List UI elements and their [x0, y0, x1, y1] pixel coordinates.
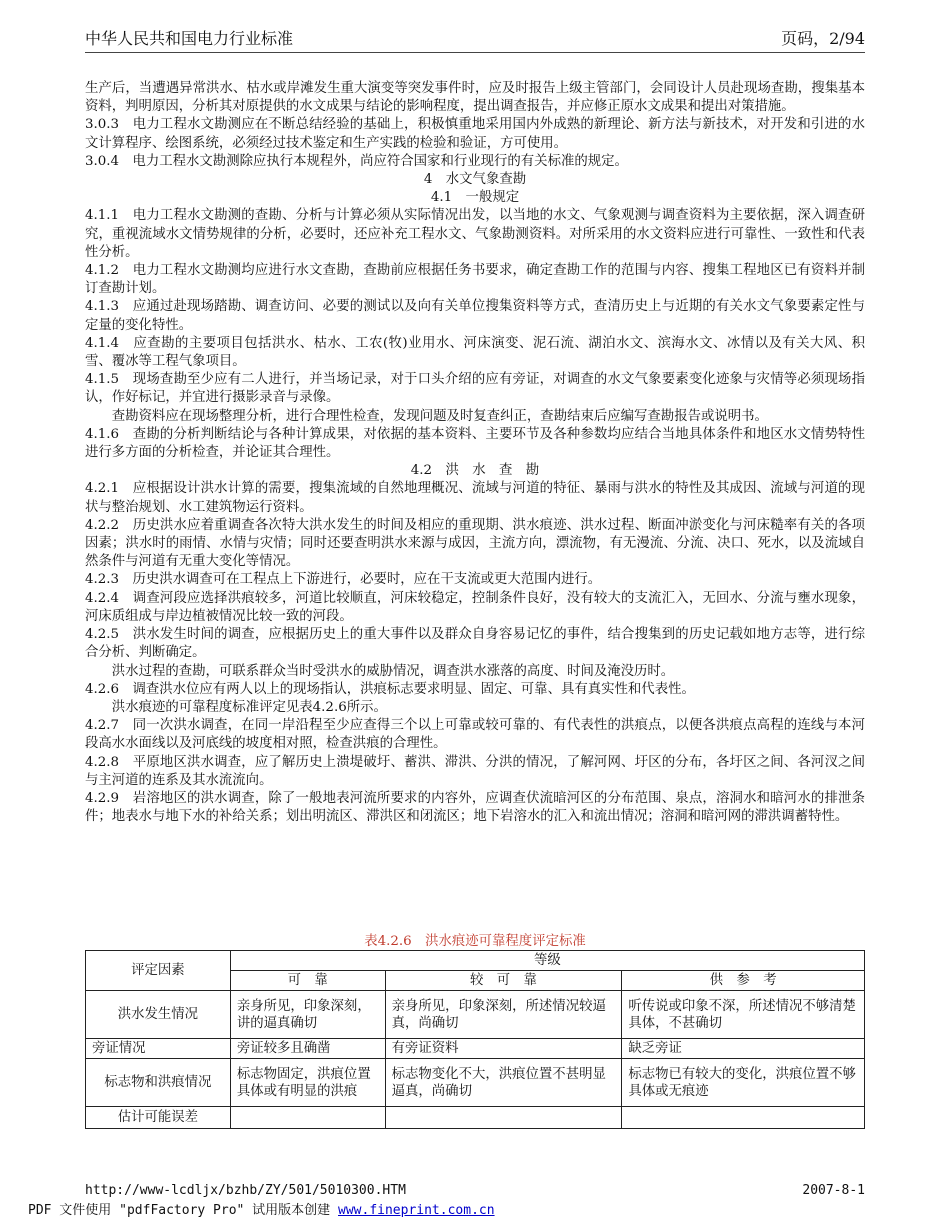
table-cell: 亲身所见，印象深刻，讲的逼真确切	[230, 991, 385, 1039]
paragraph: 4.2.5 洪水发生时间的调查，应根据历史上的重大事件以及群众自身容易记忆的事件，结合搜集到的历史记载如地方志等，进行综合分析、判断确定。	[85, 627, 865, 661]
table-factor-cell: 估计可能误差	[86, 1107, 231, 1129]
header-title: 中华人民共和国电力行业标准	[85, 29, 294, 48]
paragraph: 生产后，当遭遇异常洪水、枯水或岸滩发生重大演变等突发事件时，应及时报告上级主管部门，会同设计人员赴现场查勘，搜集基本资料，判明原因，分析其对原提供的水文成果与结论的影响程度，提出调查报告，并应修正原水文成果和提出对策措施。	[85, 81, 865, 115]
paragraph: 4.1.3 应通过赴现场踏勘、调查访问、必要的测试以及向有关单位搜集资料等方式，查清历史上与近期的有关水文气象要素定性与定量的变化特性。	[85, 299, 865, 333]
paragraph: 4.2.6 调查洪水位应有两人以上的现场指认，洪痕标志要求明显、固定、可靠、具有真实性和代表性。	[85, 681, 695, 697]
table-cell: 标志物已有较大的变化，洪痕位置不够具体或无痕迹	[622, 1059, 865, 1107]
table-header-grade: 等级	[230, 951, 864, 971]
paragraph: 4.2.9 岩溶地区的洪水调查，除了一般地表河流所要求的内容外，应调查伏流暗河区的分布范围、泉点，溶洞水和暗河水的排泄条件；地表水与地下水的补给关系；划出明流区、滞洪区和闭流区；地下岩溶水的汇入和流出情况；溶洞和暗河网的滞洪调蓄特性。	[85, 790, 865, 825]
paragraph: 4.1.6 查勘的分析判断结论与各种计算成果，对依据的基本资料、主要环节及各种参数均应结合当地具体条件和地区水文情势特性进行多方面的分析检查，并论证其合理性。	[85, 426, 865, 461]
table-row	[86, 1039, 865, 1059]
footer-date: 2007-8-1	[802, 1183, 865, 1198]
paragraph: 4 水文气象查勘	[423, 172, 527, 188]
table-header-level: 可 靠	[230, 971, 385, 991]
paragraph: 3.0.4 电力工程水文勘测除应执行本规程外，尚应符合国家和行业现行的有关标准的规定。	[85, 153, 628, 169]
table-row	[86, 1059, 865, 1107]
table-row	[86, 991, 865, 1039]
pdf-notice-text: PDF 文件使用 "pdfFactory Pro" 试用版本创建	[28, 1203, 331, 1218]
footer-url[interactable]: http://www-lcdljx/bzhb/ZY/501/5010300.HTM	[85, 1183, 406, 1198]
paragraph: 4.2 洪 水 查 勘	[410, 463, 540, 479]
page-number: 页码，2/94	[781, 29, 865, 48]
flood-mark-reliability-table	[85, 950, 865, 1129]
paragraph: 4.1.1 电力工程水文勘测的查勘、分析与计算必须从实际情况出发，以当地的水文、气象观测与调查资料为主要依据，深入调查研究，重视流域水文情势规律的分析，必要时，还应补充工程水文、气象勘测资料。对所采用的水文资料应进行可靠性、一致性和代表性分析。	[85, 208, 865, 260]
document-body	[85, 80, 865, 826]
paragraph: 4.1.4 应查勘的主要项目包括洪水、枯水、工农(牧)业用水、河床演变、泥石流、湖泊水文、滨海水文、冰情以及有关大风、积雪、覆冰等工程气象项目。	[85, 335, 865, 370]
table-cell: 标志物固定，洪痕位置具体或有明显的洪痕	[230, 1059, 385, 1107]
table-cell: 缺乏旁证	[622, 1039, 865, 1059]
paragraph: 洪水过程的查勘，可联系群众当时受洪水的威胁情况，调查洪水涨落的高度、时间及淹没历时。	[111, 663, 675, 679]
paragraph: 4.2.3 历史洪水调查可在工程点上下游进行，必要时，应在干支流或更大范围内进行。	[85, 572, 602, 588]
paragraph: 4.2.8 平原地区洪水调查，应了解历史上溃堤破圩、蓄洪、滞洪、分洪的情况，了解河网、圩区的分布，各圩区之间、各河汊之间与主河道的连系及其水流流向。	[85, 754, 865, 788]
table-cell: 有旁证资料	[385, 1039, 622, 1059]
paragraph: 查勘资料应在现场整理分析，进行合理性检查，发现问题及时复查纠正，查勘结束后应编写查勘报告或说明书。	[111, 408, 768, 424]
paragraph: 4.2.2 历史洪水应着重调查各次特大洪水发生的时间及相应的重现期、洪水痕迹、洪水过程、断面冲淤变化与河床糙率有关的各项因素；洪水时的雨情、水情与灾情；同时还要查明洪水来源与成因，主流方向，漂流物，有无漫流、分流、决口、死水，以及流域自然条件与河道有无重大变化等情况。	[85, 517, 865, 570]
paragraph: 4.2.4 调查河段应选择洪痕较多，河道比较顺直，河床较稳定，控制条件良好，没有较大的支流汇入，无回水、分流与壅水现象，河床质组成与岸边植被情况比较一致的河段。	[85, 590, 865, 624]
table-caption: 表4.2.6 洪水痕迹可靠程度评定标准	[364, 934, 586, 949]
paragraph: 4.2.1 应根据设计洪水计算的需要，搜集流域的自然地理概况、流域与河道的特征、暴雨与洪水的特性及其成因、流域与河道的现状与整治规划、水工建筑物运行资料。	[85, 481, 865, 515]
table-row	[86, 1107, 865, 1129]
table-header-factor: 评定因素	[86, 951, 231, 991]
table-factor-cell: 旁证情况	[86, 1039, 231, 1059]
table-factor-cell: 洪水发生情况	[86, 991, 231, 1039]
table-cell: 标志物变化不大，洪痕位置不甚明显逼真，尚确切	[385, 1059, 622, 1107]
paragraph: 洪水痕迹的可靠程度标准评定见表4.2.6所示。	[111, 699, 387, 715]
paragraph: 3.0.3 电力工程水文勘测应在不断总结经验的基础上，积极慎重地采用国内外成熟的新理论、新方法与新技术，对开发和引进的水文计算程序、绘图系统，必须经过技术鉴定和生产实践的检验和验证，方可使用。	[85, 117, 865, 151]
table-cell	[385, 1107, 622, 1129]
pdf-notice-link[interactable]: www.fineprint.com.cn	[338, 1203, 495, 1218]
pdf-notice	[28, 1199, 495, 1218]
table-cell	[230, 1107, 385, 1129]
table-cell: 旁证较多且确凿	[230, 1039, 385, 1059]
paragraph: 4.1.2 电力工程水文勘测均应进行水文查勘，查勘前应根据任务书要求，确定查勘工作的范围与内容、搜集工程地区已有资料并制订查勘计划。	[85, 263, 865, 297]
table-header-level: 供 参 考	[622, 971, 865, 991]
table-header-level: 较 可 靠	[385, 971, 622, 991]
table-cell: 听传说或印象不深，所述情况不够清楚具体，不甚确切	[622, 991, 865, 1039]
table-cell: 亲身所见，印象深刻，所述情况较逼真，尚确切	[385, 991, 622, 1039]
page-header	[85, 26, 865, 53]
table-factor-cell: 标志物和洪痕情况	[86, 1059, 231, 1107]
paragraph: 4.1 一般规定	[430, 190, 520, 206]
paragraph: 4.1.5 现场查勘至少应有二人进行，并当场记录，对于口头介绍的应有旁证，对调查的水文气象要素变化迹象与灾情等必须现场指认，作好标记，并宜进行摄影录音与录像。	[85, 372, 865, 406]
paragraph: 4.2.7 同一次洪水调查，在同一岸沿程至少应查得三个以上可靠或较可靠的、有代表性的洪痕点，以便各洪痕点高程的连线与本河段高水水面线以及河底线的坡度相对照，检查洪痕的合理性。	[85, 718, 865, 752]
table-cell	[622, 1107, 865, 1129]
